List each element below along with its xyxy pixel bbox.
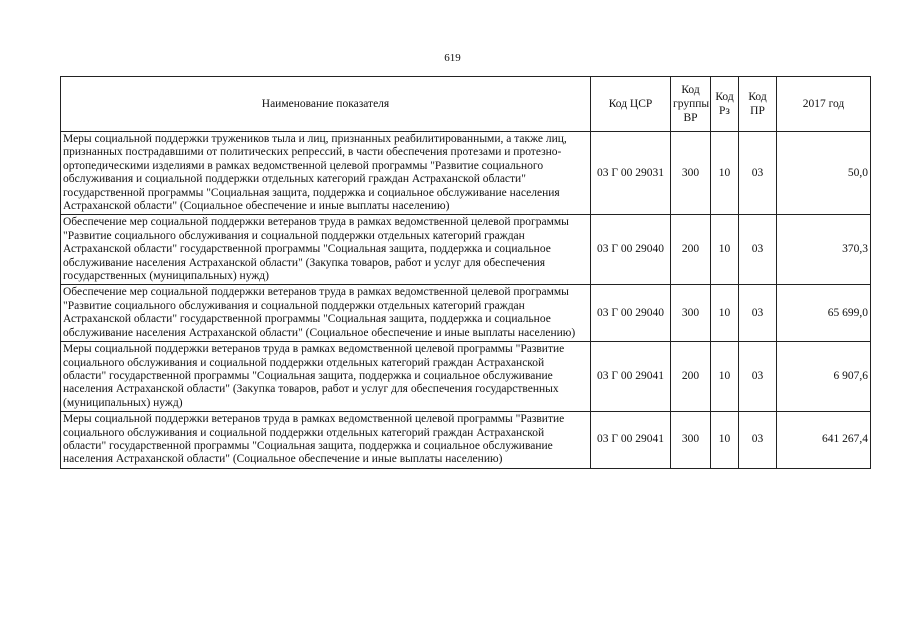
header-year: 2017 год [777, 77, 871, 132]
row-name: Меры социальной поддержки тружеников тыла и лиц, признанных реабилитированными, а также лиц, признанных пострадавшими от политических репрессий, в части обеспечения протезами и протезно-ортопедическими изделиями в рамках ведомственной целевой программы "Развитие социального обслуживания и социальной поддержки отдельных категорий граждан Астраханской области" государственной программы "Социальная защита, поддержка и социальное обслуживание населения Астраханской области" (Социальное обеспечение и иные выплаты населению) [61, 132, 591, 215]
page-number: 619 [444, 52, 461, 64]
table-row [61, 215, 871, 285]
row-vr: 200 [671, 215, 711, 285]
table-row [61, 285, 871, 342]
row-csr: 03 Г 00 29031 [591, 132, 671, 215]
row-csr: 03 Г 00 29041 [591, 412, 671, 469]
row-rz: 10 [711, 412, 739, 469]
row-vr: 300 [671, 132, 711, 215]
row-vr: 200 [671, 342, 711, 412]
row-name: Обеспечение мер социальной поддержки ветеранов труда в рамках ведомственной целевой программы "Развитие социального обслуживания и социальной поддержки отдельных категорий граждан Астраханской области" государственной программы "Социальная защита, поддержка и социальное обслуживание населения Астраханской области" (Закупка товаров, работ и услуг для обеспечения государственных (муниципальных) нужд) [61, 215, 591, 285]
row-name: Обеспечение мер социальной поддержки ветеранов труда в рамках ведомственной целевой программы "Развитие социального обслуживания и социальной поддержки отдельных категорий граждан Астраханской области" государственной программы "Социальная защита, поддержка и социальное обслуживание населения Астраханской области" (Социальное обеспечение и иные выплаты населению) [61, 285, 591, 342]
header-vr: Код группы ВР [671, 77, 711, 132]
row-amount: 65 699,0 [777, 285, 871, 342]
header-pr: Код ПР [739, 77, 777, 132]
row-amount: 370,3 [777, 215, 871, 285]
row-vr: 300 [671, 412, 711, 469]
row-rz: 10 [711, 132, 739, 215]
table-row [61, 132, 871, 215]
row-rz: 10 [711, 285, 739, 342]
header-name: Наименование показателя [61, 77, 591, 132]
row-vr: 300 [671, 285, 711, 342]
row-pr: 03 [739, 215, 777, 285]
row-pr: 03 [739, 412, 777, 469]
row-pr: 03 [739, 285, 777, 342]
row-name: Меры социальной поддержки ветеранов труда в рамках ведомственной целевой программы "Развитие социального обслуживания и социальной поддержки отдельных категорий граждан Астраханской области" государственной программы "Социальная защита, поддержка и социальное обслуживание населения Астраханской области" (Закупка товаров, работ и услуг для обеспечения государственных (муниципальных) нужд) [61, 342, 591, 412]
row-csr: 03 Г 00 29040 [591, 285, 671, 342]
header-csr: Код ЦСР [591, 77, 671, 132]
row-amount: 6 907,6 [777, 342, 871, 412]
row-csr: 03 Г 00 29040 [591, 215, 671, 285]
row-pr: 03 [739, 342, 777, 412]
row-name: Меры социальной поддержки ветеранов труда в рамках ведомственной целевой программы "Развитие социального обслуживания и социальной поддержки отдельных категорий граждан Астраханской области" государственной программы "Социальная защита, поддержка и социальное обслуживание населения Астраханской области" (Социальное обеспечение и иные выплаты населению) [61, 412, 591, 469]
row-pr: 03 [739, 132, 777, 215]
row-rz: 10 [711, 342, 739, 412]
row-csr: 03 Г 00 29041 [591, 342, 671, 412]
table-row [61, 342, 871, 412]
budget-table [60, 76, 871, 469]
header-row [61, 77, 871, 132]
row-amount: 641 267,4 [777, 412, 871, 469]
table-row [61, 412, 871, 469]
row-amount: 50,0 [777, 132, 871, 215]
row-rz: 10 [711, 215, 739, 285]
header-rz: Код Рз [711, 77, 739, 132]
